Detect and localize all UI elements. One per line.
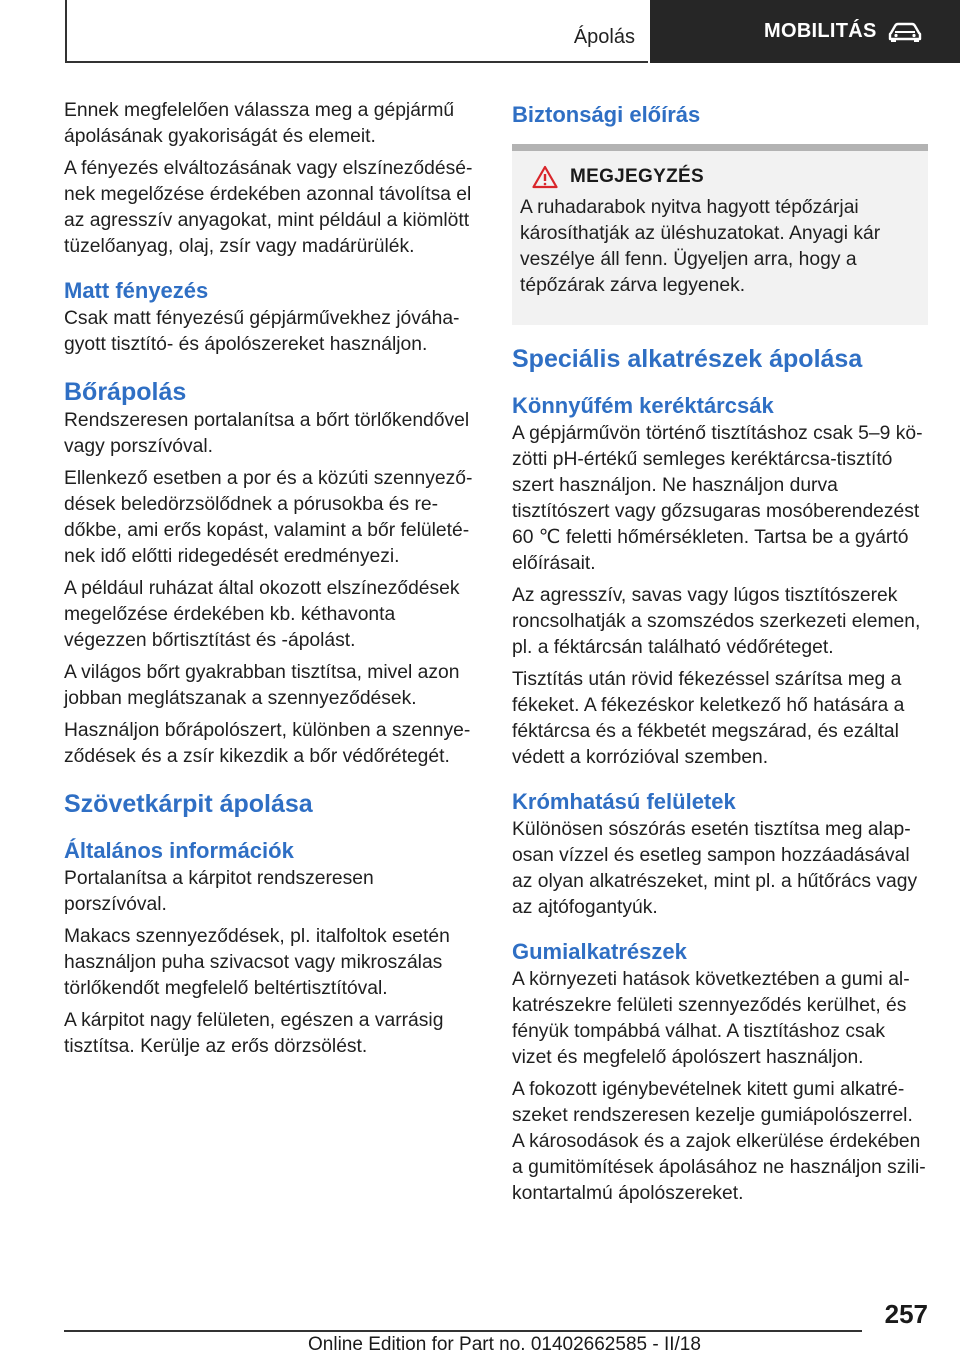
alloy-paragraph: Az agresszív, savas vagy lúgos tisztítószerek roncsolhatják a szomszédos szerkezeti elemen, pl. a féktárcsán található védőréteget. <box>512 585 921 658</box>
alloy-heading: Könnyűfém keréktárcsák <box>512 393 774 418</box>
general-heading: Általános információk <box>64 838 294 863</box>
leather-heading: Bőrápolás <box>64 378 187 406</box>
leather-paragraph: Használjon bőrápolószert, különben a szennyeződések és a zsír kikezdik a bőr védőrétegét. <box>64 720 471 767</box>
rubber-paragraph: A fokozott igénybevételnek kitett gumi alkatrészeket rendszeresen kezelje gumiápolószerrel. A károsodások és a zajok elkerülése érdekében a gumitömítések ápolásához ne használjon szilikontartalmú ápolószereket. <box>512 1079 926 1204</box>
chrome-paragraph: Különösen sószórás esetén tisztítsa meg alaposan vízzel és esetleg sampon hozzáadásával az olyan alkatrészeket, mint pl. a hűtőrács vagy az ajtófogantyúk. <box>512 819 918 918</box>
left-column <box>64 98 480 1066</box>
leather-paragraph: Ellenkező esetben a por és a közúti szennyeződések beledörzsölődnek a pórusokba és redőkbe, ami erős kopást, valamint a bőr felületének idő előtti ridegedését eredményezi. <box>64 468 473 567</box>
rubber-paragraph: A környezeti hatások következtében a gumi alkatrészekre felületi szennyeződés kerülhet, és fényük tompábbá válhat. A tisztításhoz csak vizet és megfelelő ápolószert használjon. <box>512 969 910 1068</box>
general-paragraph: Makacs szennyeződések, pl. italfoltok esetén használjon puha szivacsot vagy mikroszálas törlőkendőt megfelelő beltértisztítóval. <box>64 926 450 999</box>
footer-edition: Online Edition for Part no. 01402662585 - II/18 <box>308 1334 701 1355</box>
leather-paragraph: Rendszeresen portalanítsa a bőrt törlőkendővel vagy porszívóval. <box>64 410 470 457</box>
header-frame <box>65 0 648 63</box>
intro-paragraph: A fényezés elváltozásának vagy elszíneződésének megelőzése érdekében azonnal távolítsa el az agresszív anyagokat, mint például a kiömlött tüzelőanyag, olaj, zsír vagy madárürülék. <box>64 158 473 257</box>
chapter-tab <box>650 0 960 63</box>
footer-divider <box>64 1330 862 1332</box>
special-heading: Speciális alkatrészek ápolása <box>512 345 863 373</box>
warning-icon <box>532 165 558 189</box>
matt-paragraph: Csak matt fényezésű gépjárművekhez jóváhagyott tisztító- és ápolószereket használjon. <box>64 308 460 355</box>
car-icon <box>887 22 923 42</box>
leather-paragraph: A például ruházat által okozott elszíneződések megelőzése érdekében kb. kéthavonta végezzen bőrtisztítást és -ápolást. <box>64 578 460 651</box>
alloy-paragraph: Tisztítás után rövid fékezéssel szárítsa meg a fékeket. A fékezéskor keletkező hő hatására a féktárcsa és a fékbetét megszárad, és ezáltal védett a korrózióval szemben. <box>512 669 905 768</box>
page-number: 257 <box>884 1299 928 1329</box>
leather-paragraph: A világos bőrt gyakrabban tisztítsa, mivel azon jobban meglátszanak a szennyeződések. <box>64 662 460 709</box>
general-paragraph: Portalanítsa a kárpitot rendszeresen porszívóval. <box>64 868 374 915</box>
section-title: Ápolás <box>573 26 635 48</box>
note-box <box>512 144 928 325</box>
note-title: MEGJEGYZÉS <box>570 166 704 187</box>
general-paragraph: A kárpitot nagy felületen, egészen a varrásig tisztítsa. Kerülje az erős dörzsölést. <box>64 1010 444 1057</box>
rubber-heading: Gumialkatrészek <box>512 939 687 964</box>
fabric-heading: Szövetkárpit ápolása <box>64 790 313 818</box>
safety-heading: Biztonsági előírás <box>512 102 701 127</box>
note-text: A ruhadarabok nyitva hagyott tépőzárjai károsíthatják az üléshuzatokat. Anyagi kár veszélye áll fenn. Ügyeljen arra, hogy a tépőzárak zárva legyenek. <box>520 197 881 296</box>
alloy-paragraph: A gépjárművön történő tisztításhoz csak 5–9 közötti pH-értékű semleges keréktárcsa-tisztító szert használjon. Ne használjon durva tisztítószert vagy gőzsugaras mosóberendezést 60 ℃ feletti hőmérsékleten. Tartsa be a gyártó előírásait. <box>512 423 923 574</box>
right-column <box>512 98 928 1213</box>
note-header <box>532 165 920 189</box>
chapter-label: MOBILITÁS <box>764 20 877 42</box>
intro-paragraph: Ennek megfelelően válassza meg a gépjármű ápolásának gyakoriságát és elemeit. <box>64 100 455 147</box>
chrome-heading: Krómhatású felületek <box>512 789 736 814</box>
matt-heading: Matt fényezés <box>64 278 209 303</box>
